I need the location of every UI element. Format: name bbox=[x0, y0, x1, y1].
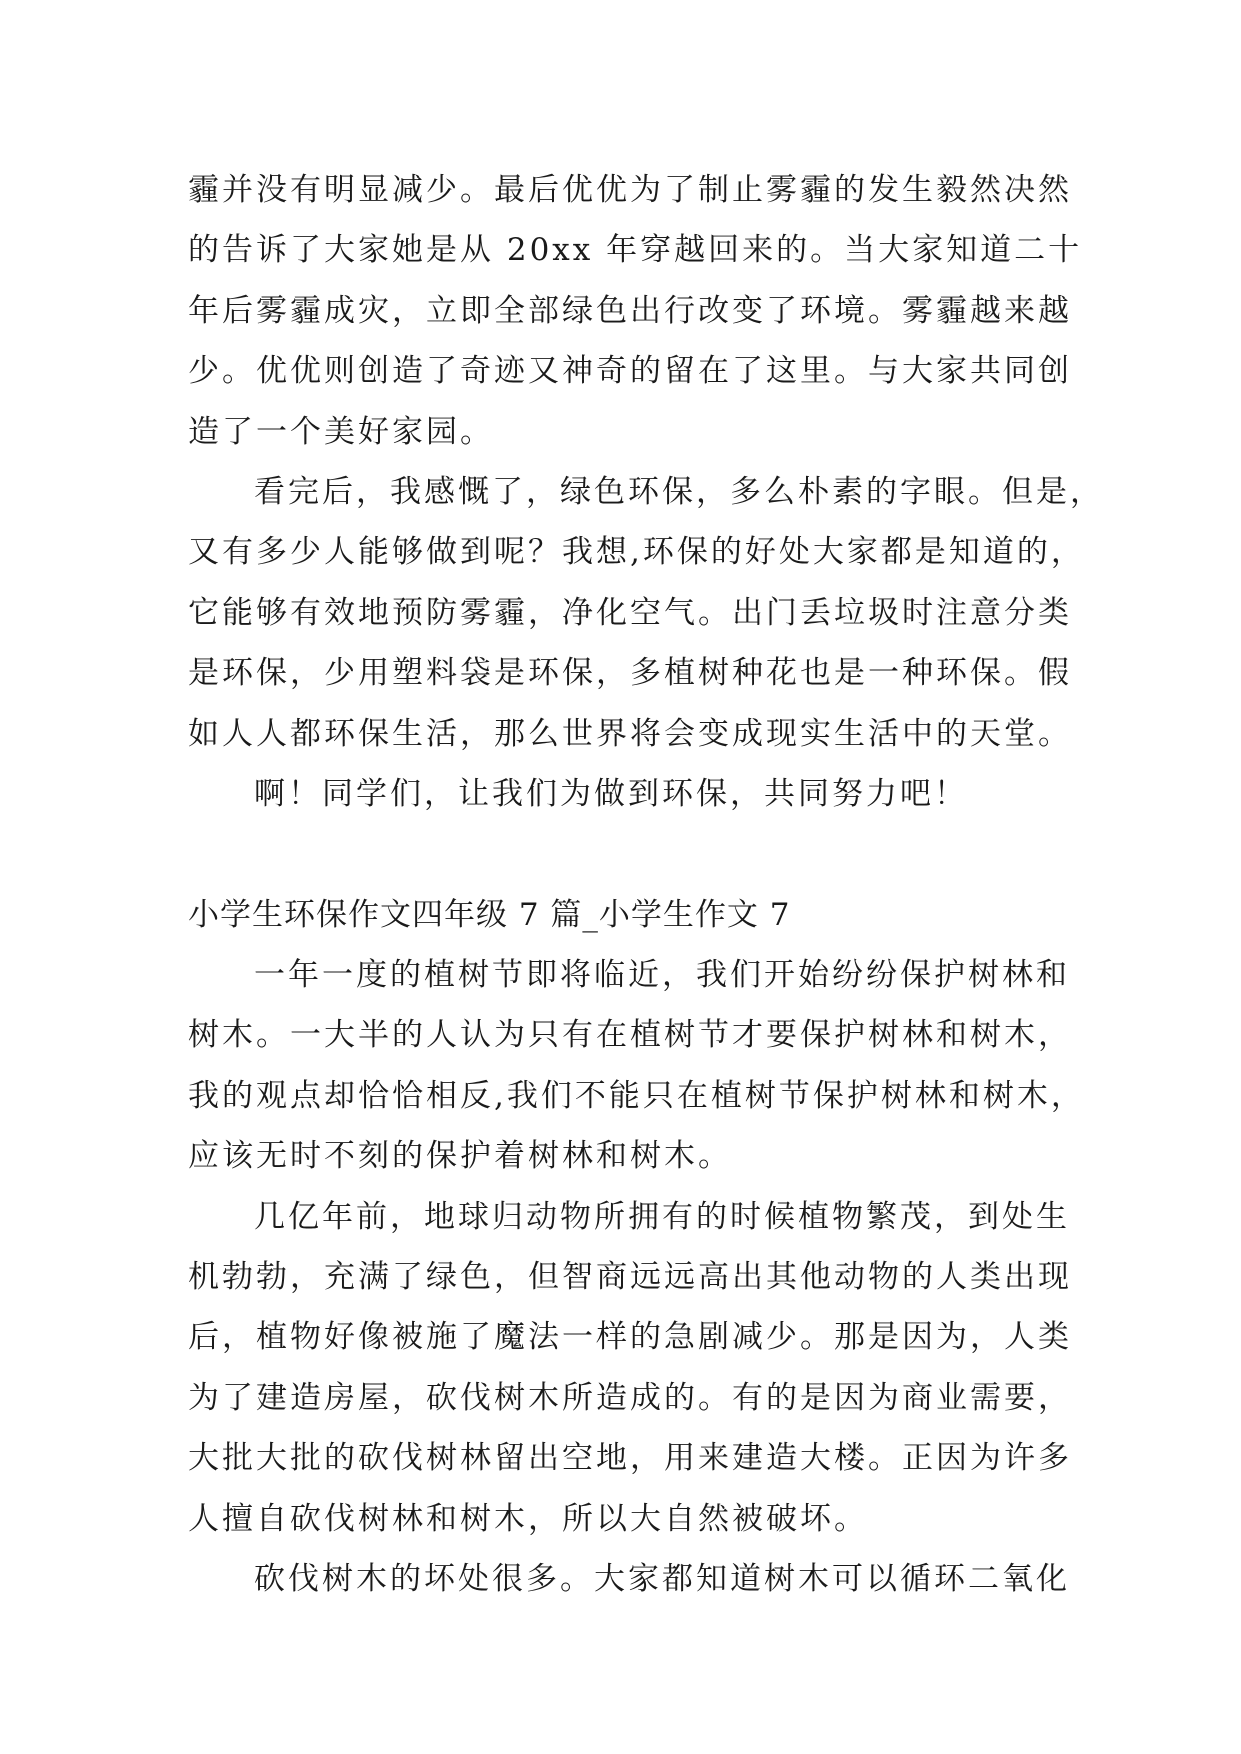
paragraph bbox=[188, 764, 1058, 824]
paragraph bbox=[188, 945, 1085, 1187]
paragraph bbox=[188, 1549, 1070, 1609]
section-title: 小学生环保作文四年级 7 篇_小学生作文 7 bbox=[188, 896, 791, 933]
text-line: 大批大批的砍伐树林留出空地，用来建造大楼。正因为许多 bbox=[188, 1440, 1072, 1477]
text-line: 机勃勃，充满了绿色，但智商远远高出其他动物的人类出现 bbox=[188, 1259, 1072, 1296]
document-body bbox=[188, 160, 1104, 1609]
text-line: 如人人都环保生活，那么世界将会变成现实生活中的天堂。 bbox=[188, 715, 1072, 752]
text-line: 造了一个美好家园。 bbox=[188, 413, 494, 450]
text-line: 它能够有效地预防雾霾，净化空气。出门丢垃圾时注意分类 bbox=[188, 594, 1072, 631]
text-line: 应该无时不刻的保护着树林和树木。 bbox=[188, 1138, 732, 1175]
text-line: 后，植物好像被施了魔法一样的急剧减少。那是因为，人类 bbox=[188, 1319, 1072, 1356]
text-line: 人擅自砍伐树林和树木，所以大自然被破坏。 bbox=[188, 1500, 868, 1537]
text-line: 为了建造房屋，砍伐树木所造成的。有的是因为商业需要， bbox=[188, 1379, 1072, 1416]
text-line: 少。优优则创造了奇迹又神奇的留在了这里。与大家共同创 bbox=[188, 353, 1072, 390]
paragraph bbox=[188, 1187, 1072, 1549]
text-line: 几亿年前，地球归动物所拥有的时候植物繁茂，到处生 bbox=[254, 1198, 1070, 1235]
paragraph bbox=[188, 160, 1083, 462]
text-line: 的告诉了大家她是从 20xx 年穿越回来的。当大家知道二十 bbox=[188, 232, 1083, 269]
text-line: 啊！同学们，让我们为做到环保，共同努力吧！ bbox=[254, 775, 968, 812]
text-line: 我的观点却恰恰相反,我们不能只在植树节保护树林和树木， bbox=[188, 1077, 1085, 1114]
text-line: 霾并没有明显减少。最后优优为了制止雾霾的发生毅然决然 bbox=[188, 172, 1072, 208]
text-line: 是环保，少用塑料袋是环保，多植树种花也是一种环保。假 bbox=[188, 655, 1072, 692]
text-line: 又有多少人能够做到呢？我想,环保的好处大家都是知道的， bbox=[188, 534, 1085, 571]
text-line: 年后雾霾成灾，立即全部绿色出行改变了环境。雾霾越来越 bbox=[188, 292, 1072, 329]
text-line: 看完后，我感慨了，绿色环保，多么朴素的字眼。但是， bbox=[254, 473, 1104, 510]
text-line: 一年一度的植树节即将临近，我们开始纷纷保护树林和 bbox=[254, 957, 1070, 994]
text-line: 树木。一大半的人认为只有在植树节才要保护树林和树木， bbox=[188, 1017, 1072, 1054]
text-line: 砍伐树木的坏处很多。大家都知道树木可以循环二氧化 bbox=[254, 1560, 1070, 1597]
paragraph bbox=[188, 462, 1104, 764]
blank-line bbox=[188, 824, 1058, 884]
